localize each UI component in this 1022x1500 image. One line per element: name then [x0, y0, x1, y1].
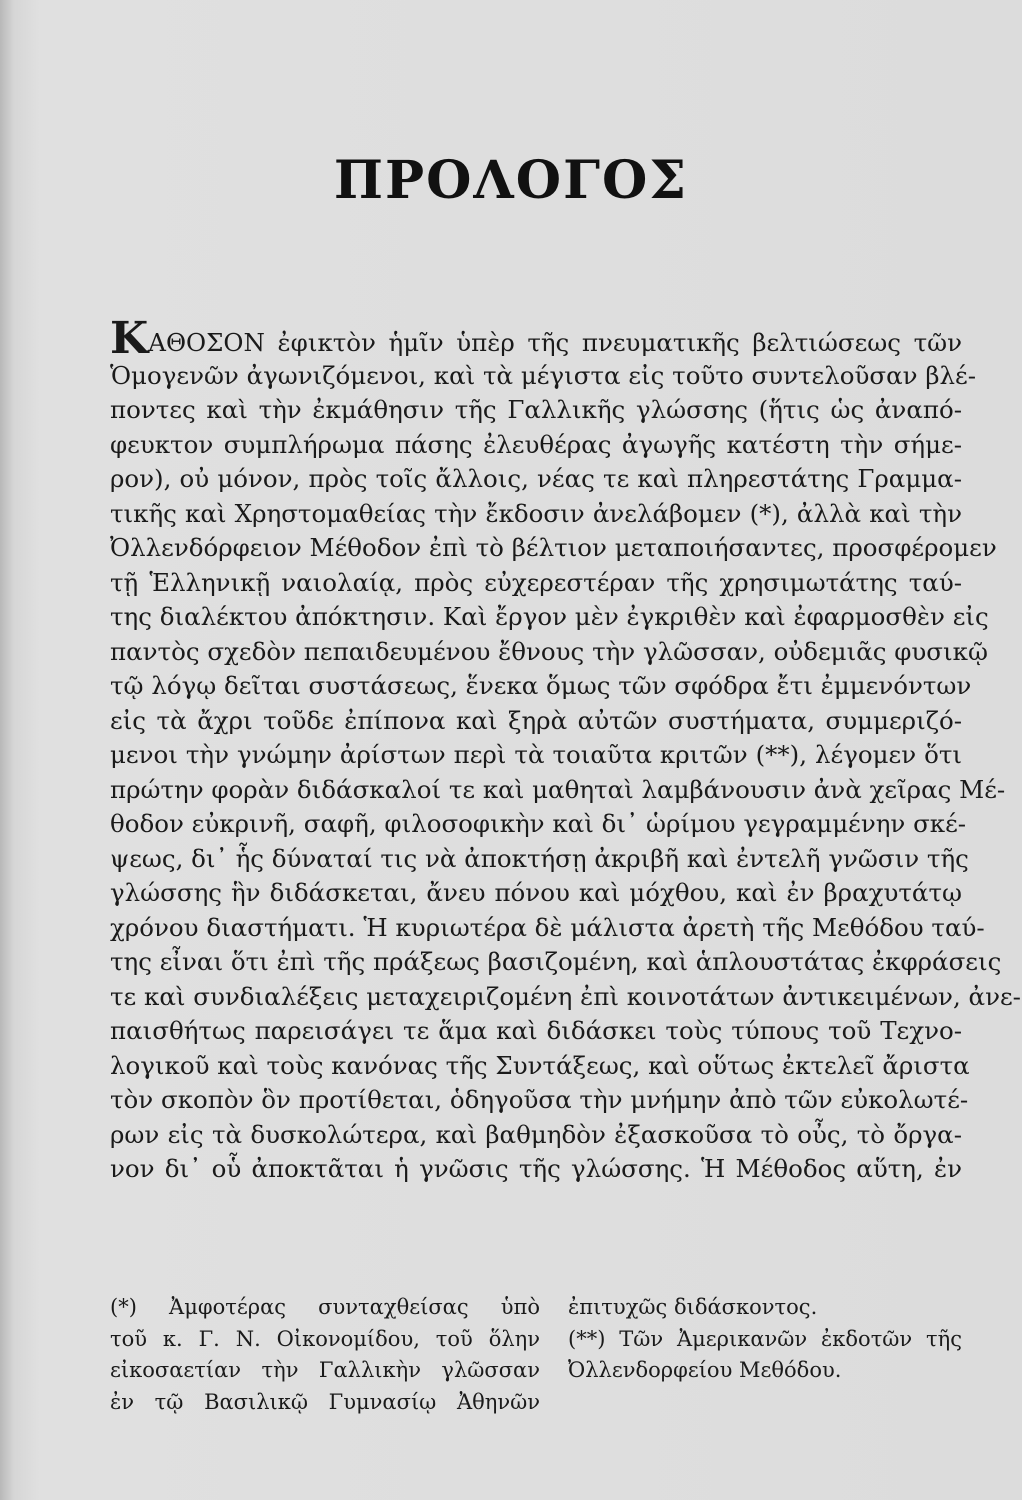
footnote-line: (**) Τῶν Ἀμερικανῶν ἐκδοτῶν τῆς	[568, 1326, 962, 1351]
footnote-line: (*) Ἀμφοτέρας συνταχθείσας ὑπὸ	[110, 1295, 540, 1319]
text-line: φευκτον συμπλήρωμα πάσης ἐλευθέρας ἀγωγῆς κατέστη τὴν σήμε-	[110, 429, 962, 459]
text-line: της εἶναι ὅτι ἐπὶ τῆς πράξεως βασιζομένη, καὶ ἁπλουστάτας ἐκφράσεις	[110, 947, 1002, 976]
footnote-column-left	[110, 1292, 540, 1418]
text-line: ποντες καὶ τὴν ἐκμάθησιν τῆς Γαλλικῆς γλώσσης (ἥτις ὡς ἀναπό-	[110, 395, 962, 424]
prologue-text	[110, 313, 1021, 1187]
footnote-line: εἰκοσαετίαν τὴν Γαλλικὴν γλῶσσαν	[110, 1358, 540, 1382]
footnote-line: Ὀλλενδορφείου Μεθόδου.	[568, 1358, 842, 1382]
text-line: τῇ Ἑλληνικῇ ναιολαίᾳ, πρὸς εὐχερεστέραν τῆς χρησιμωτάτης ταύ-	[110, 567, 962, 597]
text-line: ρον), οὐ μόνον, πρὸς τοῖς ἄλλοις, νέας τε καὶ πληρεστάτης Γραμμα-	[110, 464, 962, 493]
text-line: νον δι᾽ οὗ ἀποκτᾶται ἡ γνῶσις τῆς γλώσσης. Ἡ Μέθοδος αὕτη, ἐν	[110, 1154, 962, 1183]
text-line: της διαλέκτου ἀπόκτησιν. Καὶ ἔργον μὲν ἐγκριθὲν καὶ ἐφαρμοσθὲν εἰς	[110, 602, 989, 631]
text-line: θοδον εὐκρινῆ, σαφῆ, φιλοσοφικὴν καὶ δι᾽ ὡρίμου γεγραμμένην σκέ-	[110, 809, 967, 838]
text-line: εἰς τὰ ἄχρι τοῦδε ἐπίπονα καὶ ξηρὰ αὐτῶν συστήματα, συμμεριζό-	[110, 705, 962, 735]
drop-cap: Κ	[110, 313, 149, 364]
page-title: ΠΡΟΛΟΓΟΣ	[333, 150, 689, 211]
footnote-line: τοῦ κ. Γ. Ν. Οἰκονομίδου, τοῦ ὅλην	[110, 1326, 540, 1351]
text-line: τικῆς καὶ Χρηστομαθείας τὴν ἔκδοσιν ἀνελάβομεν (*), ἀλλὰ καὶ τὴν	[110, 498, 962, 528]
text-line: ψεως, δι᾽ ἧς δύναταί τις νὰ ἀποκτήσῃ ἀκριβῆ καὶ ἐντελῆ γνῶσιν τῆς	[110, 843, 969, 873]
text-line: λογικοῦ καὶ τοὺς κανόνας τῆς Συντάξεως, καὶ οὕτως ἐκτελεῖ ἄριστα	[110, 1050, 970, 1080]
text-line: τὸν σκοπὸν ὃν προτίθεται, ὁδηγοῦσα τὴν μνήμην ἀπὸ τῶν εὐκολωτέ-	[110, 1085, 969, 1114]
text-line: παισθήτως παρεισάγει τε ἅμα καὶ διδάσκει τοὺς τύπους τοῦ Τεχνο-	[110, 1016, 962, 1045]
footnote-line: ἐν τῷ Βασιλικῷ Γυμνασίῳ Ἀθηνῶν	[110, 1389, 540, 1414]
text-line: τε καὶ συνδιαλέξεις μεταχειριζομένη ἐπὶ κοινοτάτων ἀντικειμένων, ἀνε-	[110, 981, 1021, 1011]
text-line: μενοι τὴν γνώμην ἀρίστων περὶ τὰ τοιαῦτα κριτῶν (**), λέγομεν ὅτι	[110, 740, 962, 769]
text-line: πρώτην φορὰν διδάσκαλοί τε καὶ μαθηταὶ λαμβάνουσιν ἀνὰ χεῖρας Μέ-	[110, 774, 1006, 804]
text-line: Ὁμογενῶν ἀγωνιζόμενοι, καὶ τὰ μέγιστα εἰς τοῦτο συντελοῦσαν βλέ-	[110, 360, 977, 390]
text-line: ρων εἰς τὰ δυσκολώτερα, καὶ βαθμηδὸν ἐξασκοῦσα τὸ οὖς, τὸ ὄργα-	[110, 1119, 962, 1149]
footnote-column-right	[568, 1292, 962, 1387]
text-line: γλώσσης ἣν διδάσκεται, ἄνευ πόνου καὶ μόχθου, καὶ ἐν βραχυτάτῳ	[110, 878, 962, 907]
footnote-line: ἐπιτυχῶς διδάσκοντος.	[568, 1295, 818, 1319]
text-line: Ὀλλενδόρφειον Μέθοδον ἐπὶ τὸ βέλτιον μεταποιήσαντες, προσφέρομεν	[110, 533, 997, 562]
text-line: χρόνου διαστήματι. Ἡ κυριωτέρα δὲ μάλιστα ἀρετὴ τῆς Μεθόδου ταύ-	[110, 912, 985, 942]
text-line: τῷ λόγῳ δεῖται συστάσεως, ἕνεκα ὅμως τῶν σφόδρα ἔτι ἐμμενόντων	[110, 671, 972, 700]
text-line	[110, 313, 962, 364]
text-line: παντὸς σχεδὸν πεπαιδευμένου ἔθνους τὴν γλῶσσαν, οὐδεμιᾶς φυσικῷ	[110, 636, 988, 666]
text-line-content: ΑΘΟΣΟΝ ἐφικτὸν ἡμῖν ὑπὲρ τῆς πνευματικῆς βελτιώσεως τῶν	[148, 328, 962, 357]
